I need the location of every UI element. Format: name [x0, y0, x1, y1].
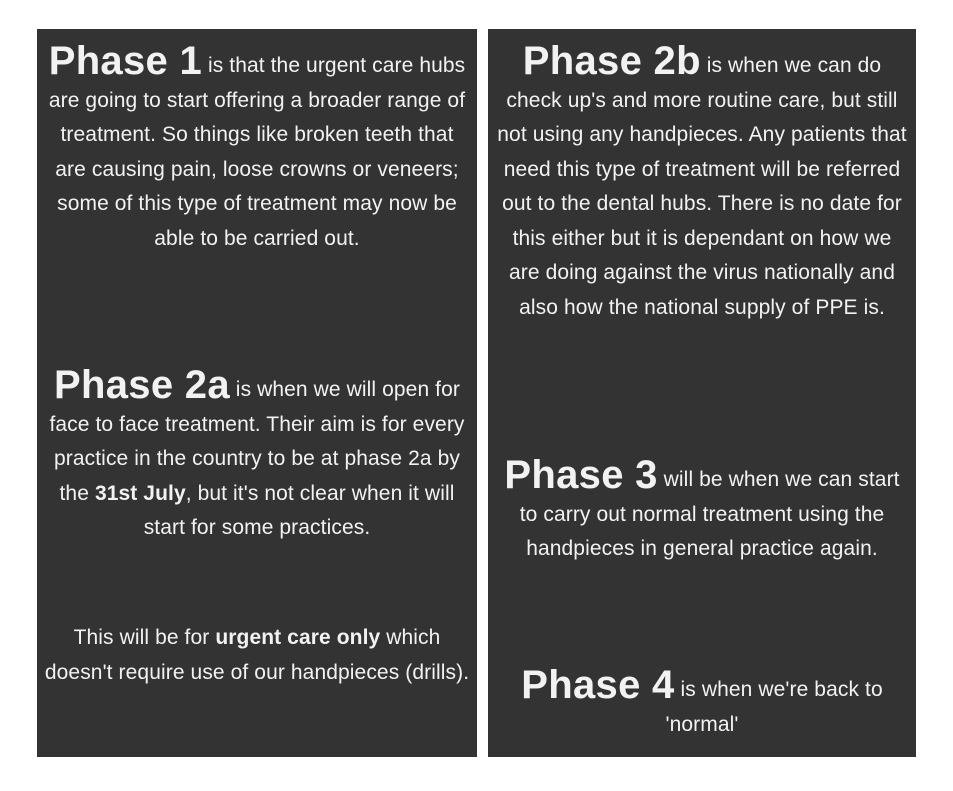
- phase-3-text: will be when we can start to carry out normal treatment using the handpieces in general practice again.: [519, 468, 900, 560]
- phase-1-paragraph: [45, 41, 469, 256]
- note-text-after: which doesn't require use of our handpieces (drills).: [44, 626, 470, 684]
- phase-2a-text-after: , but it's not clear when it will start for some practices.: [143, 481, 455, 539]
- phase-4-paragraph: [496, 665, 908, 742]
- phase-3-heading: Phase 3: [504, 453, 658, 497]
- left-info-panel: [37, 29, 477, 757]
- phase-2b-text: is when we can do check up's and more routine care, but still not using any handpieces. Any patients that need this type of treatment will be referred out to the dental hubs. There is no date for this either but it is dependant on how we are doing against the virus nationally and also how the national supply of PPE is.: [497, 54, 907, 319]
- note-text-before: This will be for: [73, 626, 216, 649]
- phase-2a-heading: Phase 2a: [54, 363, 230, 407]
- phase-3-paragraph: [496, 455, 908, 567]
- phase-4-text: is when we're back to 'normal': [665, 678, 883, 736]
- right-info-panel: [488, 29, 916, 757]
- phase-1-text: is that the urgent care hubs are going to start offering a broader range of treatment. So things like broken teeth that are causing pain, loose crowns or veneers; some of this type of treatment may now be able to be carried out.: [48, 54, 466, 250]
- note-emphasis: urgent care only: [215, 626, 381, 649]
- phase-2a-paragraph: [43, 365, 471, 546]
- phase-1-heading: Phase 1: [48, 39, 203, 83]
- phase-2b-paragraph: [496, 41, 908, 325]
- phase-4-heading: Phase 4: [521, 663, 675, 707]
- phase-2a-text-before: is when we will open for face to face treatment. Their aim is for every practice in the country to be at phase 2a by the: [49, 378, 465, 505]
- urgent-care-note: [43, 621, 471, 690]
- phase-2b-heading: Phase 2b: [522, 39, 701, 83]
- phase-2a-date: 31st July: [94, 481, 186, 505]
